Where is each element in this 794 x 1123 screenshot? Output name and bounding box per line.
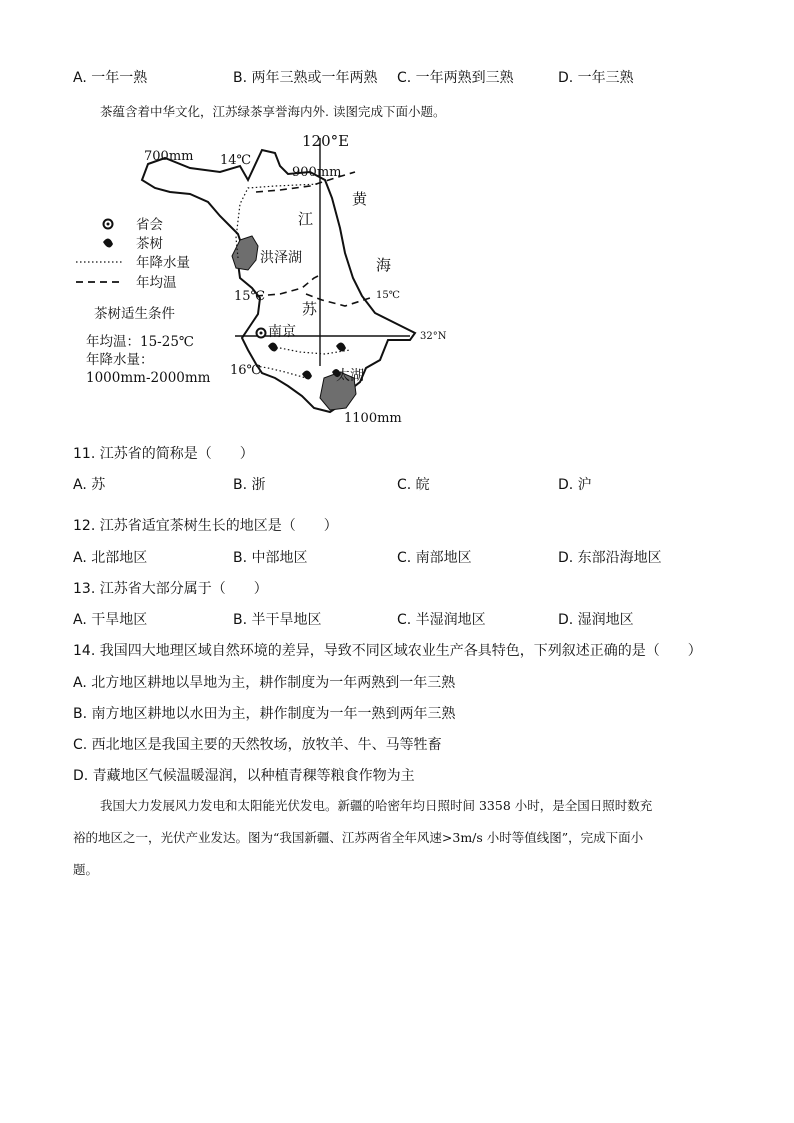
intro-paragraph-wind-line3: 题。: [73, 862, 99, 877]
tea-leaf-icon: [302, 370, 312, 379]
q13-stem: 13. 江苏省大部分属于（ ）: [73, 581, 268, 597]
condition-temp: 年均温：15-25℃: [86, 334, 195, 350]
q13-option-a: A. 干旱地区: [73, 612, 148, 628]
huang-label: 黄: [352, 190, 368, 208]
isotherm-15-left-label: 15℃: [234, 289, 266, 304]
isotherm-16-label: 16℃: [230, 363, 262, 378]
su-label: 苏: [302, 300, 318, 318]
legend-tea-label: 茶树: [136, 236, 163, 252]
q12-option-b: B. 中部地区: [233, 550, 308, 566]
jiang-label: 江: [298, 210, 314, 228]
q13-option-c: C. 半湿润地区: [397, 612, 486, 628]
hongze-label: 洪泽湖: [260, 250, 302, 266]
tea-leaf-icon: [268, 342, 278, 351]
legend-temp-label: 年均温: [136, 275, 177, 291]
intro-paragraph-wind-line1: 我国大力发展风力发电和太阳能光伏发电。新疆的哈密年均日照时间 3358 小时，是全国日照时数充: [100, 798, 653, 813]
option-d: D. 一年三熟: [558, 70, 634, 86]
option-c: C. 一年两熟到三熟: [397, 70, 514, 86]
jiangsu-tea-map: [70, 128, 450, 428]
intro-paragraph-wind-line2: 裕的地区之一，光伏产业发达。图为“我国新疆、江苏两省全年风速>3m/s 小时等值线图”，完成下面小: [73, 830, 644, 845]
tea-leaf-icon: [336, 342, 346, 351]
q14-stem: 14. 我国四大地理区域自然环境的差异，导致不同区域农业生产各具特色，下列叙述正确的是（ ）: [73, 643, 702, 659]
q14-option-a: A. 北方地区耕地以旱地为主，耕作制度为一年两熟到一年三熟: [73, 675, 456, 691]
isohyet-1100-label: 1100mm: [344, 411, 402, 426]
q13-option-b: B. 半干旱地区: [233, 612, 322, 628]
q14-option-d: D. 青藏地区气候温暖湿润，以种植青稞等粮食作物为主: [73, 768, 415, 784]
q12-option-a: A. 北部地区: [73, 550, 148, 566]
q11-option-c: C. 皖: [397, 477, 430, 493]
hai-label: 海: [376, 256, 392, 274]
q11-option-b: B. 浙: [233, 477, 266, 493]
isohyet-1000-line: [256, 366, 306, 378]
q11-option-a: A. 苏: [73, 477, 106, 493]
legend-tea-icon: [103, 238, 113, 247]
parallel-label: 32°N: [420, 331, 447, 342]
q11-option-d: D. 沪: [558, 477, 592, 493]
isohyet-900-label: 900mm: [292, 165, 342, 180]
nanjing-label: 南京: [268, 324, 296, 340]
isotherm-14-label: 14℃: [220, 153, 252, 168]
q11-stem: 11. 江苏省的简称是（ ）: [73, 446, 254, 462]
legend-precip-label: 年降水量: [136, 255, 190, 271]
condition-precip-value: 1000mm-2000mm: [86, 370, 211, 386]
q14-option-b: B. 南方地区耕地以水田为主，耕作制度为一年一熟到两年三熟: [73, 706, 456, 722]
intro-paragraph-tea: 茶蕴含着中华文化，江苏绿茶享誉海内外. 读图完成下面小题。: [100, 104, 446, 119]
taihu-label: 太湖: [336, 368, 364, 384]
condition-precip-label: 年降水量：: [86, 352, 154, 368]
q13-option-d: D. 湿润地区: [558, 612, 634, 628]
isotherm-15-right-label: 15℃: [376, 290, 400, 301]
q12-stem: 12. 江苏省适宜茶树生长的地区是（ ）: [73, 518, 338, 534]
option-b: B. 两年三熟或一年两熟: [233, 70, 378, 86]
legend-capital-label: 省会: [136, 217, 163, 233]
condition-title: 茶树适生条件: [94, 306, 175, 322]
isohyet-700-label: 700mm: [144, 149, 194, 164]
q12-option-d: D. 东部沿海地区: [558, 550, 662, 566]
q12-option-c: C. 南部地区: [397, 550, 472, 566]
isotherm-15-line: [256, 274, 322, 296]
q14-option-c: C. 西北地区是我国主要的天然牧场，放牧羊、牛、马等牲畜: [73, 737, 442, 753]
meridian-label: 120°E: [302, 132, 350, 150]
option-a: A. 一年一熟: [73, 70, 148, 86]
